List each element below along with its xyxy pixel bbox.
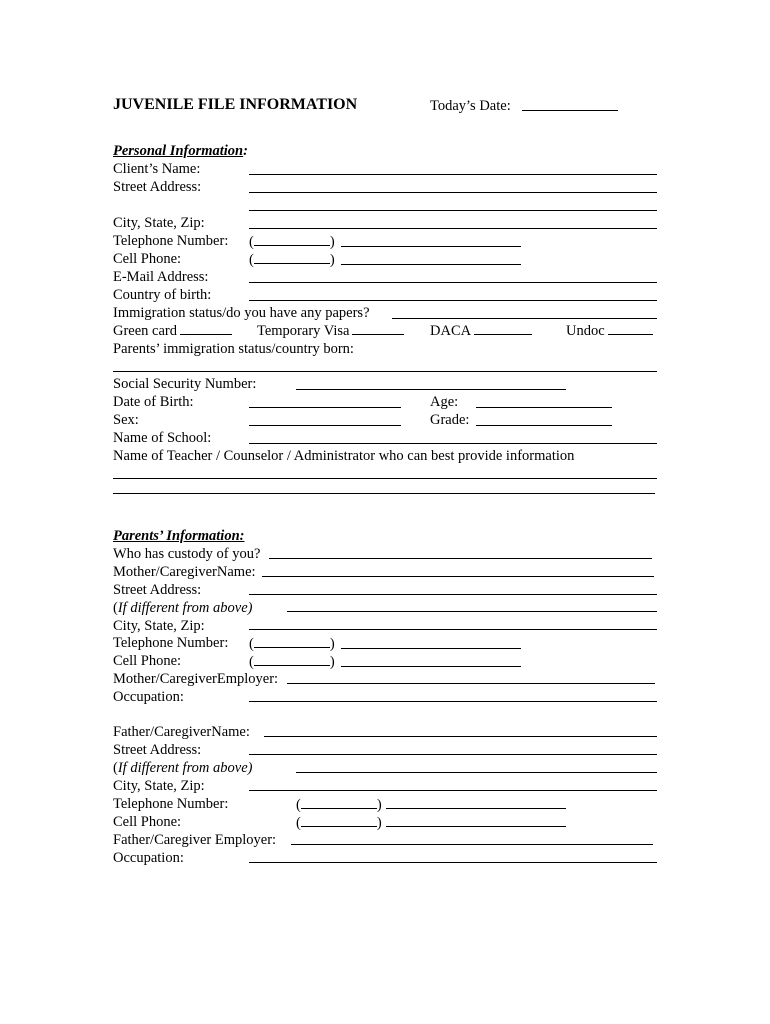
school-field[interactable] [249, 443, 657, 444]
street-address-label: Street Address: [113, 179, 202, 195]
custody-field[interactable] [269, 558, 652, 559]
mother-telephone-field[interactable] [341, 648, 521, 649]
custody-label: Who has custody of you? [113, 546, 261, 562]
country-of-birth-label: Country of birth: [113, 287, 212, 303]
street-address-field[interactable] [249, 192, 657, 193]
mother-cell-label: Cell Phone: [113, 653, 182, 669]
mother-city-label: City, State, Zip: [113, 618, 205, 634]
undoc-option[interactable]: Undoc [566, 322, 653, 340]
mother-telephone-label: Telephone Number: [113, 635, 229, 651]
todays-date-label: Today’s Date: [430, 98, 511, 114]
father-name-field[interactable] [264, 736, 657, 737]
form-title: JUVENILE FILE INFORMATION [113, 96, 358, 113]
cell-phone-label: Cell Phone: [113, 251, 182, 267]
parents-immigration-label: Parents’ immigration status/country born: [113, 341, 354, 357]
sex-label: Sex: [113, 412, 139, 428]
daca-option[interactable]: DACA [430, 322, 532, 340]
mother-employer-label: Mother/CaregiverEmployer: [113, 671, 279, 687]
mother-street-field[interactable] [249, 594, 657, 595]
client-name-label: Client’s Name: [113, 161, 201, 177]
email-field[interactable] [249, 282, 657, 283]
mother-name-field[interactable] [262, 576, 654, 577]
city-state-zip-field[interactable] [249, 228, 657, 229]
mother-cell-area-field[interactable]: ( ) [249, 654, 335, 670]
grade-label: Grade: [430, 412, 470, 428]
father-cell-area-field[interactable]: ( ) [296, 815, 382, 831]
father-occupation-field[interactable] [249, 862, 657, 863]
father-telephone-field[interactable] [386, 808, 566, 809]
telephone-label: Telephone Number: [113, 233, 229, 249]
father-if-different-label: (If different from above) [113, 760, 253, 776]
parents-info-heading: Parents’ Information: [113, 528, 245, 544]
father-cell-label: Cell Phone: [113, 814, 182, 830]
father-telephone-area-field[interactable]: ( ) [296, 797, 382, 813]
cell-area-code-field[interactable]: ( ) [249, 252, 335, 268]
father-name-label: Father/CaregiverName: [113, 724, 250, 740]
immigration-status-label: Immigration status/do you have any papers? [113, 305, 370, 321]
todays-date-field[interactable] [522, 110, 618, 111]
grade-field[interactable] [476, 425, 612, 426]
mother-city-field[interactable] [249, 629, 657, 630]
dob-label: Date of Birth: [113, 394, 194, 410]
mother-employer-field[interactable] [287, 683, 655, 684]
sex-field[interactable] [249, 425, 401, 426]
mother-cell-field[interactable] [341, 666, 521, 667]
client-name-field[interactable] [249, 174, 657, 175]
ssn-field[interactable] [296, 389, 566, 390]
mother-telephone-area-field[interactable]: ( ) [249, 636, 335, 652]
teacher-field[interactable] [113, 478, 657, 479]
temporary-visa-option[interactable]: Temporary Visa [257, 322, 404, 340]
teacher-field-2[interactable] [113, 493, 655, 494]
parents-immigration-field[interactable] [113, 371, 657, 372]
city-state-zip-label: City, State, Zip: [113, 215, 205, 231]
father-street-label: Street Address: [113, 742, 202, 758]
father-city-field[interactable] [249, 790, 657, 791]
cell-number-field[interactable] [341, 264, 521, 265]
father-cell-field[interactable] [386, 826, 566, 827]
personal-info-heading: Personal Information: [113, 143, 248, 159]
father-telephone-label: Telephone Number: [113, 796, 229, 812]
father-occupation-label: Occupation: [113, 850, 184, 866]
mother-if-different-label: (If different from above) [113, 600, 253, 616]
telephone-number-field[interactable] [341, 246, 521, 247]
country-of-birth-field[interactable] [249, 300, 657, 301]
street-address-field-2[interactable] [249, 210, 657, 211]
mother-name-label: Mother/CaregiverName: [113, 564, 256, 580]
immigration-status-field[interactable] [392, 318, 657, 319]
father-employer-label: Father/Caregiver Employer: [113, 832, 277, 848]
school-label: Name of School: [113, 430, 212, 446]
father-street-alt-field[interactable] [296, 772, 657, 773]
father-street-field[interactable] [249, 754, 657, 755]
ssn-label: Social Security Number: [113, 376, 257, 392]
father-city-label: City, State, Zip: [113, 778, 205, 794]
dob-field[interactable] [249, 407, 401, 408]
teacher-label: Name of Teacher / Counselor / Administrator who can best provide information [113, 448, 575, 464]
age-field[interactable] [476, 407, 612, 408]
mother-street-label: Street Address: [113, 582, 202, 598]
green-card-option[interactable]: Green card [113, 322, 232, 340]
telephone-area-code-field[interactable]: ( ) [249, 234, 335, 250]
email-label: E-Mail Address: [113, 269, 209, 285]
mother-street-alt-field[interactable] [287, 611, 657, 612]
father-employer-field[interactable] [291, 844, 653, 845]
age-label: Age: [430, 394, 459, 410]
mother-occupation-label: Occupation: [113, 689, 184, 705]
mother-occupation-field[interactable] [249, 701, 657, 702]
